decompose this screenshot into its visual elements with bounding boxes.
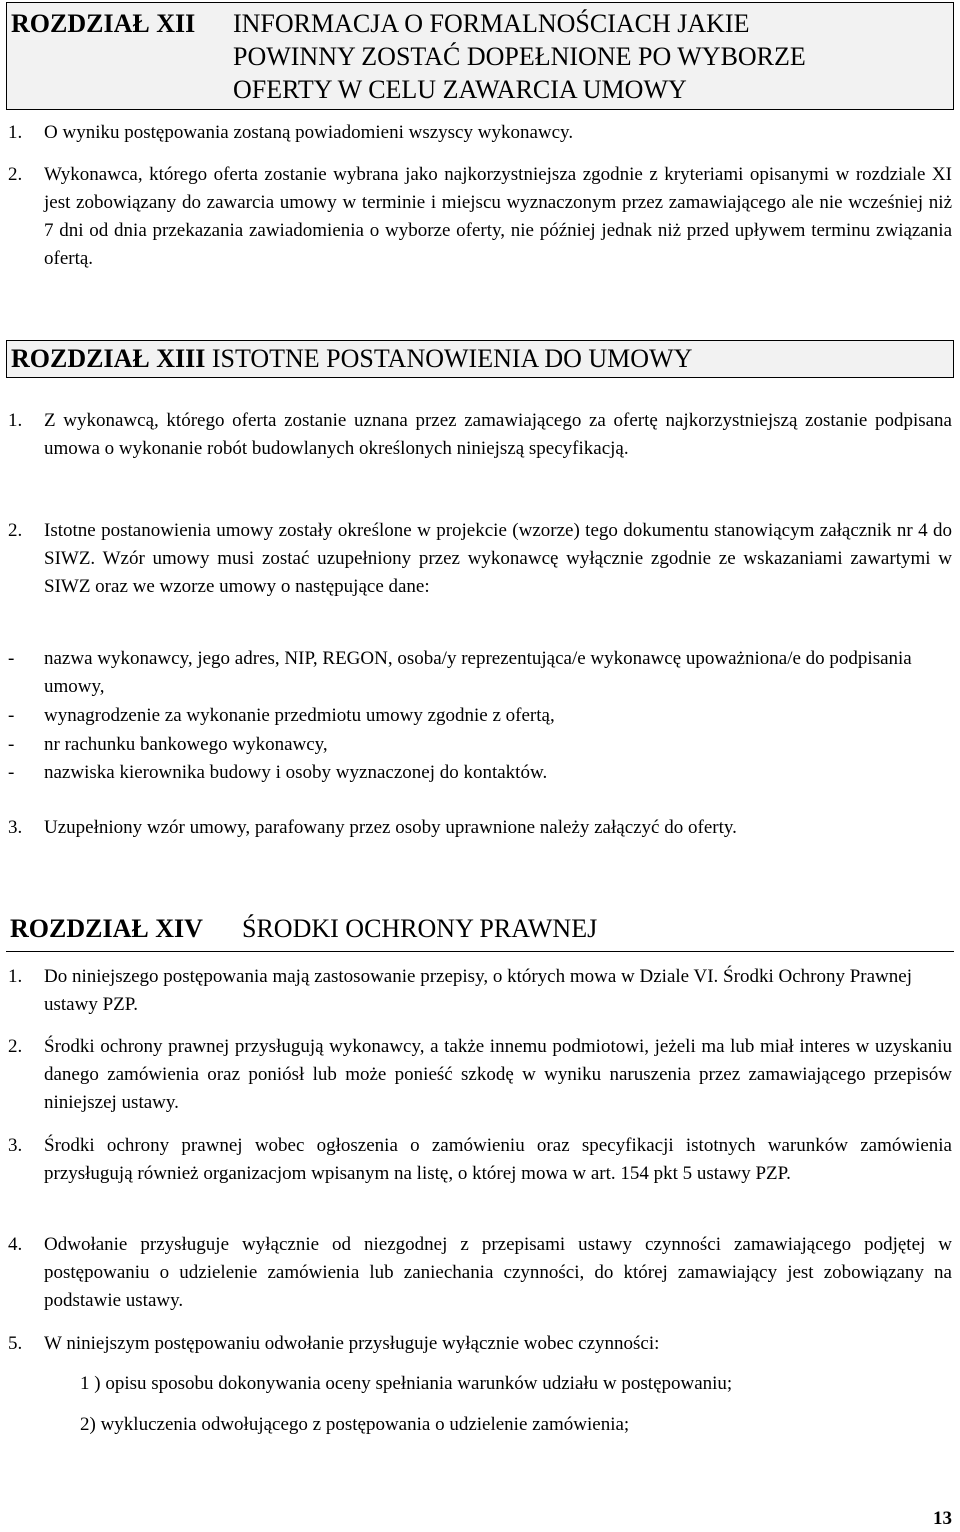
section-13-label: ROZDZIAŁ XIII <box>11 344 206 373</box>
section-13-item-3 <box>8 814 952 842</box>
section-12-title <box>233 7 806 106</box>
section-13-title: ISTOTNE POSTANOWIENIA DO UMOWY <box>211 344 693 373</box>
dash-item-text: wynagrodzenie za wykonanie przedmiotu umowy zgodnie z ofertą, <box>44 705 555 726</box>
section-14-label: ROZDZIAŁ XIV <box>10 914 203 943</box>
item-text: Środki ochrony prawnej wobec ogłoszenia o zamówieniu oraz specyfikacji istotnych warunków zamówienia przysługują również organizacjom wpisanym na listę, o której mowa w art. 154 pkt 5 ustawy PZP. <box>44 1135 952 1184</box>
item-number: 1. <box>8 966 23 987</box>
dash-item-text: nazwa wykonawcy, jego adres, NIP, REGON, osoba/y reprezentująca/e wykonawcę upoważniona/e do podpisania umowy, <box>44 648 912 697</box>
section-12-label: ROZDZIAŁ XII <box>11 9 196 38</box>
item-text: Z wykonawcą, którego oferta zostanie uznana przez zamawiającego za ofertę najkorzystniejszą zostanie podpisana umowa o wykonanie robót budowlanych określonych niniejszą specyfikacją. <box>44 410 952 459</box>
item-text: Uzupełniony wzór umowy, parafowany przez osoby uprawnione należy załączyć do oferty. <box>44 817 737 838</box>
section-14-item-1 <box>8 963 952 1019</box>
item-number: 1. <box>8 122 23 143</box>
sub-item: 1 ) opisu sposobu dokonywania oceny spełniania warunków udziału w postępowaniu; <box>80 1373 733 1394</box>
section-12-item-1 <box>8 119 952 147</box>
item-text: Odwołanie przysługuje wyłącznie od niezgodnej z przepisami ustawy czynności zamawiającego podjętej w postępowaniu o udzielenie zamówienia lub zaniechania czynności, do której zamawiający jest zobowiązany na podstawie ustawy. <box>44 1234 952 1311</box>
item-text: Do niniejszego postępowania mają zastosowanie przepisy, o których mowa w Dziale VI. Środki Ochrony Prawnej ustawy PZP. <box>44 966 912 1015</box>
item-text: W niniejszym postępowaniu odwołanie przysługuje wyłącznie wobec czynności: <box>44 1333 660 1354</box>
sub-item: 2) wykluczenia odwołującego z postępowania o udzielenie zamówienia; <box>80 1414 630 1435</box>
section-12-title-line: INFORMACJA O FORMALNOŚCIACH JAKIE <box>233 9 750 38</box>
item-number: 1. <box>8 410 23 431</box>
section-14-heading <box>6 908 954 952</box>
section-14-title: ŚRODKI OCHRONY PRAWNEJ <box>242 914 598 943</box>
item-number: 2. <box>8 520 23 541</box>
section-13-item-1 <box>8 407 952 463</box>
section-13-item-2 <box>8 517 952 601</box>
item-number: 5. <box>8 1333 23 1354</box>
item-number: 2. <box>8 1036 23 1057</box>
dash-item: - nr rachunku bankowego wykonawcy, <box>8 731 952 759</box>
section-12-heading <box>6 2 954 110</box>
item-text: O wyniku postępowania zostaną powiadomieni wszyscy wykonawcy. <box>44 122 574 143</box>
dash-item: - wynagrodzenie za wykonanie przedmiotu umowy zgodnie z ofertą, <box>8 702 952 730</box>
item-text: Środki ochrony prawnej przysługują wykonawcy, a także innemu podmiotowi, jeżeli ma lub miał interes w uzyskaniu danego zamówienia oraz poniósł lub może ponieść szkodę w wyniku naruszenia przez zamawiającego przepisów niniejszej ustawy. <box>44 1036 952 1113</box>
section-14-item-2 <box>8 1033 952 1117</box>
dash-item-text: nr rachunku bankowego wykonawcy, <box>44 734 328 755</box>
item-text: Wykonawca, którego oferta zostanie wybrana jako najkorzystniejsza zgodnie z kryteriami opisanymi w rozdziale XI jest zobowiązany do zawarcia umowy w terminie i miejscu wyznaczonym przez zamawiającego ale nie wcześniej niż 7 dni od dnia przekazania zawiadomienia o wyborze oferty, nie później jednak niż przed upływem terminu związania ofertą. <box>44 164 952 269</box>
section-14-item-3 <box>8 1132 952 1188</box>
section-14-item-5 <box>8 1330 952 1358</box>
item-text: Istotne postanowienia umowy zostały określone w projekcie (wzorze) tego dokumentu stanowiącym załącznik nr 4 do SIWZ. Wzór umowy musi zostać uzupełniony przez wykonawcę wyłącznie zgodnie ze wskazaniami zawartymi w SIWZ oraz we wzorze umowy o następujące dane: <box>44 520 952 597</box>
section-14-item-4 <box>8 1231 952 1315</box>
item-number: 4. <box>8 1234 23 1255</box>
item-number: 2. <box>8 164 23 185</box>
item-number: 3. <box>8 1135 23 1156</box>
item-number: 3. <box>8 817 23 838</box>
section-12-title-line: POWINNY ZOSTAĆ DOPEŁNIONE PO WYBORZE <box>233 42 806 71</box>
dash-item-text: nazwiska kierownika budowy i osoby wyznaczonej do kontaktów. <box>44 762 548 783</box>
dash-item: - nazwa wykonawcy, jego adres, NIP, REGON, osoba/y reprezentująca/e wykonawcę upoważniona/e do podpisania umowy, <box>8 645 952 701</box>
page-number: 13 <box>933 1508 952 1529</box>
section-13-heading <box>6 340 954 378</box>
dash-item: - nazwiska kierownika budowy i osoby wyznaczonej do kontaktów. <box>8 759 952 787</box>
section-12-title-line: OFERTY W CELU ZAWARCIA UMOWY <box>233 75 687 104</box>
section-12-item-2 <box>8 161 952 273</box>
